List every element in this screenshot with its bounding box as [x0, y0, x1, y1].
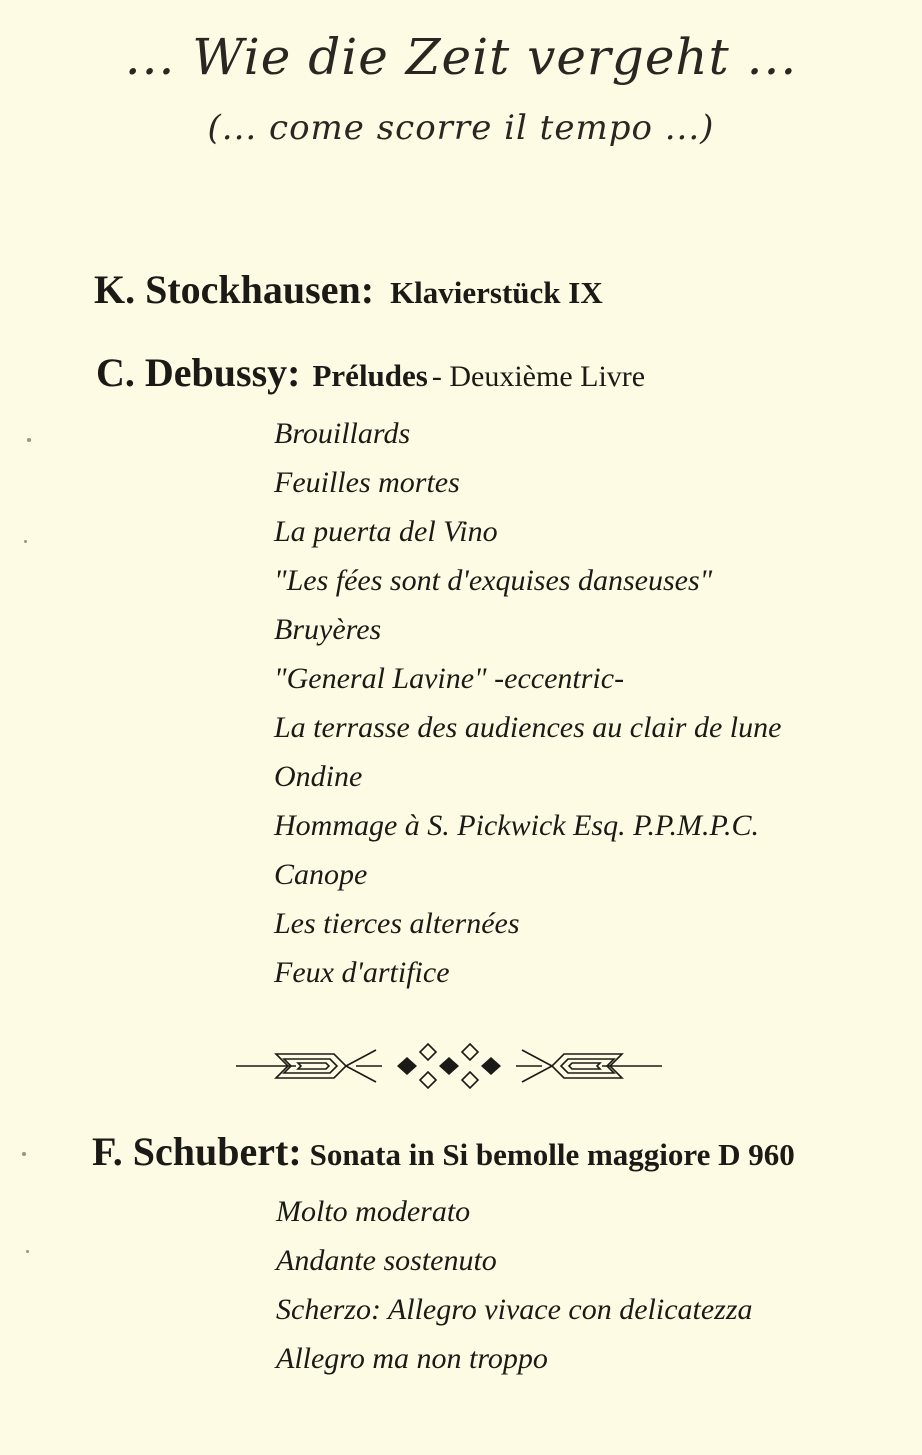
work-title: Préludes: [312, 358, 428, 393]
composer-name: F. Schubert:: [92, 1129, 302, 1174]
composer-name: K. Stockhausen:: [94, 267, 375, 312]
list-item: Molto moderato: [276, 1195, 471, 1228]
work-title: Klavierstück IX: [390, 275, 603, 310]
composer-name: C. Debussy:: [96, 350, 301, 395]
list-item: Allegro ma non troppo: [276, 1342, 548, 1375]
paper-speck: [27, 438, 31, 442]
movement-list-debussy: [274, 409, 781, 997]
list-item: La terrasse des audiences au clair de lune: [274, 711, 782, 744]
list-item: "Les fées sont d'exquises danseuses": [274, 564, 713, 597]
list-item: Bruyères: [274, 613, 382, 646]
program-entry-schubert: [92, 1128, 795, 1175]
work-subtitle: - Deuxième Livre: [431, 360, 646, 393]
movement-list-schubert: [276, 1187, 753, 1383]
paper-speck: [26, 1250, 29, 1253]
work-title: Sonata in Si bemolle maggiore D 960: [309, 1137, 795, 1172]
list-item: "General Lavine" -eccentric-: [274, 662, 625, 695]
list-item: Feux d'artifice: [274, 956, 450, 989]
list-item: Ondine: [274, 760, 363, 793]
list-item: Hommage à S. Pickwick Esq. P.P.M.P.C.: [274, 809, 759, 842]
list-item: Canope: [274, 858, 368, 891]
list-item: La puerta del Vino: [274, 515, 498, 548]
program-title: ... Wie die Zeit vergeht ...: [124, 28, 798, 86]
program-entry-stockhausen: [94, 266, 603, 313]
program-subtitle: (... come scorre il tempo ...): [207, 108, 715, 148]
list-item: Les tierces alternées: [274, 907, 520, 940]
list-item: Brouillards: [274, 417, 411, 450]
program-entry-debussy: [96, 349, 645, 396]
list-item: Feuilles mortes: [274, 466, 460, 499]
paper-speck: [22, 1152, 26, 1156]
list-item: Scherzo: Allegro vivace con delicatezza: [276, 1293, 753, 1326]
list-item: Andante sostenuto: [276, 1244, 497, 1277]
art-deco-divider-icon: [236, 1040, 662, 1092]
paper-speck: [24, 540, 27, 543]
